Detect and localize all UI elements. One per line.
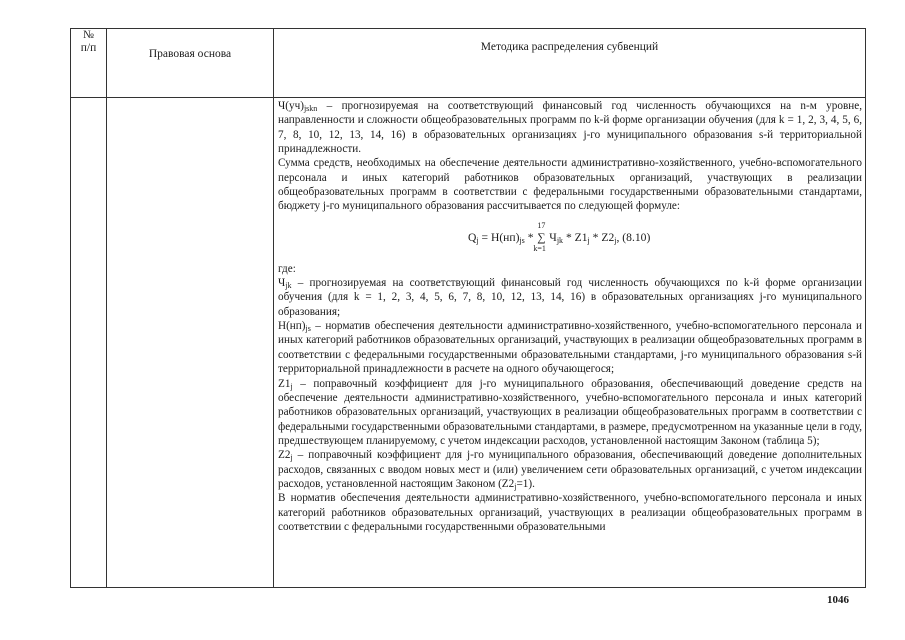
term-norm: Н(нп) [278,320,306,333]
paragraph-ch-jk [278,276,862,319]
formula-norm-sub: js [519,235,525,245]
definition-ch-uch: – прогнозируемая на соответствующий финансовый год численность обучающихся на n-м уровне, направленности и сложности общеобразовательных программ по k-й форме организации обучения (для k = 1, 2, 3, 4, 5, 6, 7, 8, 10, 12, 13, 14, 16) в образовательных организациях j-го муниципального образования s-й территориальной принадлежности. [278,100,862,156]
cell-legal-basis [107,98,274,588]
term-z2-subscript: j [290,453,293,463]
definition-norm: – норматив обеспечения деятельности административно-хозяйственного, учебно-вспомогательного персонала и иных категорий работников образовательных организаций, участвующих в реализации общеобразовательных программ в соответствии с федеральными государственными образовательными стандартами, j-го муниципального образования s-й территориальной принадлежности в расчете на одного обучающегося; [278,320,862,376]
methodology-text [274,98,865,587]
term-ch-jk: Ч [278,277,286,290]
term-norm-subscript: js [305,324,311,334]
paragraph-ch-uch [278,99,862,156]
formula-z2: * Z2 [589,230,615,244]
formula-z1: * Z1 [563,230,588,244]
where-label: где: [278,262,296,275]
table-row [71,98,866,588]
summation-upper: 17 [537,220,546,230]
page-number: 1046 [827,594,849,606]
header-number [71,29,107,98]
formula-norm: = Н(нп) [478,230,520,244]
table-header-row [71,29,866,98]
summation-sign [533,220,546,253]
header-methodology: Методика распределения субвенций [274,29,866,98]
definition-ch-jk: – прогнозируемая на соответствующий финансовый год численность обучающихся по k-й форме организации обучения (для k = 1, 2, 3, 4, 5, 6, 7, 8, 10, 12, 13, 14, 16) в образовательных организациях j-го муниципального образования; [278,277,862,318]
paragraph-norm-includes: В норматив обеспечения деятельности административно-хозяйственного, учебно-вспомогательного персонала и иных категорий работников образовательных организаций, участвующих в реализации общеобразовательных программ в соответствии с федеральными государственными образовательными [278,492,862,533]
header-number-abbr: п/п [80,42,97,54]
formula-ch-sub: jk [556,235,564,245]
formula-8-10 [278,218,862,252]
cell-methodology [274,98,866,588]
header-legal-basis: Правовая основа [107,29,274,98]
paragraph-sum-intro: Сумма средств, необходимых на обеспечение деятельности административно-хозяйственного, учебно-вспомогательного персонала и иных категорий работников образовательных организаций, участвующих в реализации общеобразовательных программ в соответствии с федеральными государственными образовательными стандартами, бюджету j-го муниципального образования рассчитывается по следующей формуле: [278,157,862,213]
paragraph-z1 [278,377,862,449]
formula-number: , (8.10) [616,230,651,244]
term-ch-uch: Ч(уч) [278,100,304,112]
summation-symbol: ∑ [537,230,546,244]
header-number-symbol: № [83,29,94,41]
formula-ch: Ч [546,230,557,244]
paragraph-z2 [278,448,862,491]
paragraph-norm [278,319,862,376]
subsidy-table [70,28,866,588]
definition-z2-tail-subscript: j [514,481,517,491]
term-ch-uch-subscript: jskn [303,104,318,113]
formula-z1-sub: j [587,235,590,245]
definition-z2: – поправочный коэффициент для j-го муниципального образования, обеспечивающий доведение дополнительных расходов, связанных с вводом новых мест и (или) увеличением сети образовательных организаций, с учетом индексации расходов, установленной настоящим Законом (Z2 [278,449,862,490]
formula-q: Q [468,230,477,244]
formula-q-sub: j [476,235,479,245]
term-z1: Z1 [278,377,291,390]
cell-number [71,98,107,588]
term-ch-jk-subscript: jk [285,281,292,291]
term-z2: Z2 [278,449,291,462]
formula-z2-sub: j [614,235,617,245]
term-z1-subscript: j [290,381,293,391]
summation-lower: k=1 [533,243,546,253]
definition-z1: – поправочный коэффициент для j-го муниципального образования, обеспечивающий доведение средств на обеспечение деятельности административно-хозяйственного, учебно-вспомогательного персонала и иных категорий работников образовательных организаций, участвующих в реализации общеобразовательных программ в соответствии с федеральными государственными образовательными стандартами, в размере, предусмотренном на указанные цели в году, предшествующем планируемому, с учетом индексации расходов, установленной настоящим Законом (таблица 5); [278,377,862,447]
formula-times: * [524,230,537,244]
definition-z2-tail: =1). [516,477,535,490]
